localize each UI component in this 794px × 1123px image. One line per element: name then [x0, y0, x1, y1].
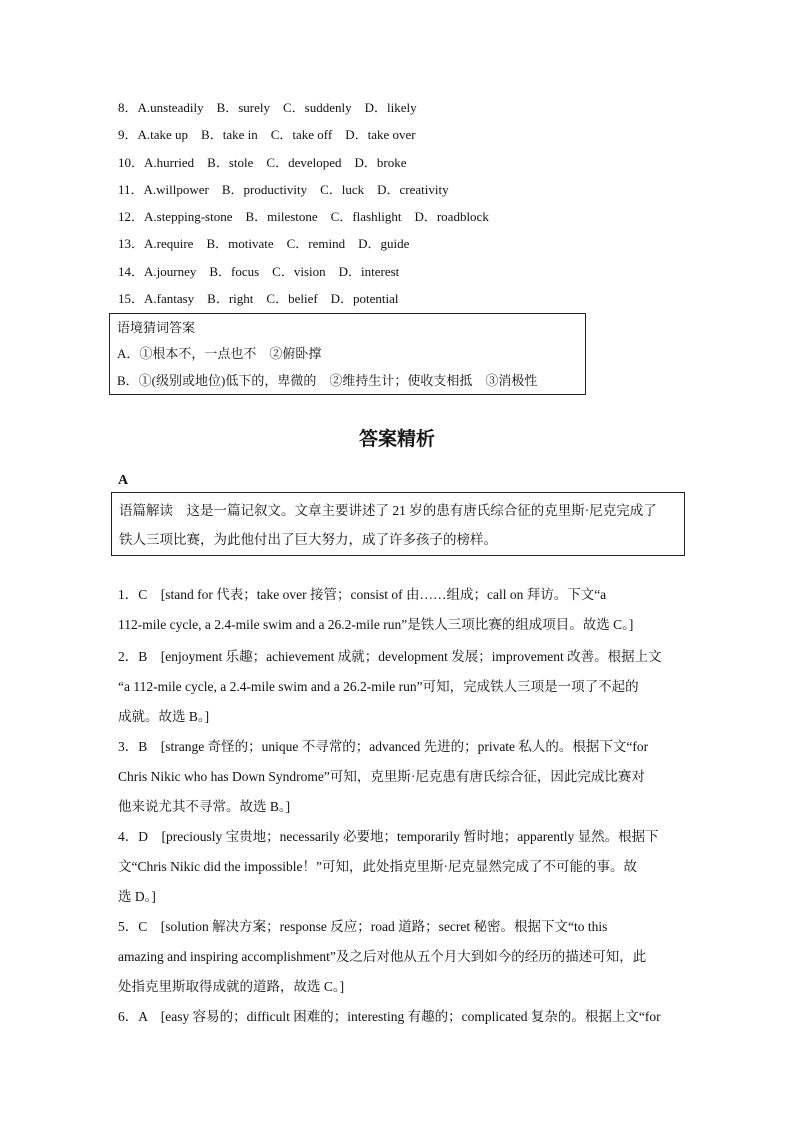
answer-line: “a 112-mile cycle, a 2.4-mile swim and a 26.2-mile run”可知，完成铁人三项是一项了不起的: [118, 679, 639, 694]
answer-line: 6．A [easy 容易的；difficult 困难的；interesting 有趣的；complicated 复杂的。根据上文“for: [118, 1009, 661, 1024]
answer-line: 选 D。]: [118, 889, 156, 904]
answer-line: 3．B [strange 奇怪的；unique 不寻常的；advanced 先进的；private 私人的。根据下文“for: [118, 739, 649, 754]
option-row-15: 15．A.fantasy B．right C．belief D．potential: [118, 291, 399, 306]
section-title: 答案精析: [358, 428, 435, 450]
vocab-box-title: 语境猜词答案: [117, 320, 196, 335]
option-row-13: 13．A.require B．motivate C．remind D．guide: [118, 236, 410, 251]
answer-line: 1．C [stand for 代表；take over 接管；consist of 由……组成；call on 拜访。下文“a: [118, 587, 607, 602]
reading-summary-box: [111, 492, 685, 556]
option-row-10: 10．A.hurried B．stole C．developed D．broke: [118, 155, 407, 170]
option-row-9: 9．A.take up B．take in C．take off D．take over: [118, 127, 416, 142]
reading-line-1: 语篇解读 这是一篇记叙文。文章主要讲述了 21 岁的患有唐氏综合征的克里斯·尼克完成了: [119, 503, 657, 518]
answer-line: 5．C [solution 解决方案；response 反应；road 道路；secret 秘密。根据下文“to this: [118, 919, 608, 934]
option-row-11: 11．A.willpower B．productivity C．luck D．creativity: [118, 182, 449, 197]
answer-line: 文“Chris Nikic did the impossible！”可知，此处指克里斯·尼克显然完成了不可能的事。故: [118, 859, 637, 874]
answer-line: Chris Nikic who has Down Syndrome”可知，克里斯·尼克患有唐氏综合征，因此完成比赛对: [118, 769, 645, 784]
option-row-14: 14．A.journey B．focus C．vision D．interest: [118, 264, 400, 279]
option-row-12: 12．A.stepping-stone B．milestone C．flashlight D．roadblock: [118, 209, 489, 224]
vocab-line-b: B．①(级别或地位)低下的，卑微的 ②维持生计；使收支相抵 ③消极性: [117, 373, 538, 388]
answer-line: 4．D [preciously 宝贵地；necessarily 必要地；temporarily 暂时地；apparently 显然。根据下: [118, 829, 659, 844]
vocab-line-a: A．①根本不，一点也不 ②俯卧撑: [117, 346, 322, 361]
answer-line: 成就。故选 B。]: [118, 709, 210, 724]
reading-line-2: 铁人三项比赛，为此他付出了巨大努力，成了许多孩子的榜样。: [119, 532, 497, 547]
part-label: A: [118, 473, 129, 488]
answer-line: 112-mile cycle, a 2.4-mile swim and a 26.2-mile run”是铁人三项比赛的组成项目。故选 C。]: [118, 617, 634, 632]
answer-line: 2．B [enjoyment 乐趣；achievement 成就；development 发展；improvement 改善。根据上文: [118, 649, 662, 664]
option-row-8: 8．A.unsteadily B．surely C．suddenly D．likely: [118, 100, 417, 115]
answer-line: 处指克里斯取得成就的道路，故选 C。]: [118, 979, 345, 994]
answer-line: 他来说尤其不寻常。故选 B。]: [118, 799, 291, 814]
answer-line: amazing and inspiring accomplishment”及之后对他从五个月大到如今的经历的描述可知，此: [118, 949, 647, 964]
vocab-answer-box: [109, 313, 586, 395]
